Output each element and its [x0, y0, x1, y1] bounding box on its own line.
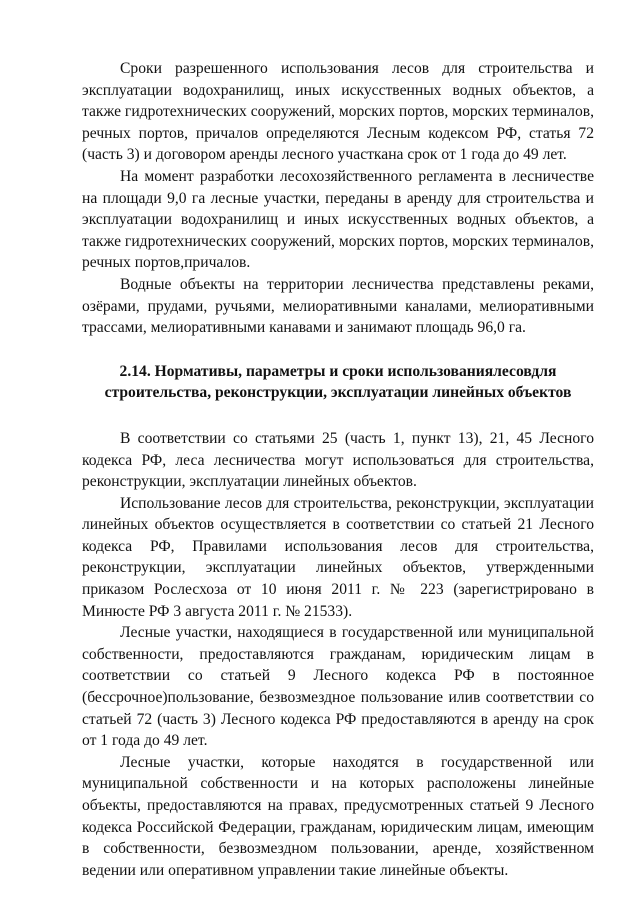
paragraph-leased-plots: На момент разработки лесохозяйственного регламента в лесничестве на площади 9,0 га лесные участки, переданы в аренду для строительства и эксплуатации водохранилищ и иных искусственных водных объектов, а также гидротехнических сооружений, морских портов, морских терминалов, речных портов,причалов.: [82, 167, 594, 272]
document-page: [82, 58, 594, 881]
paragraph-reservoir-terms: Сроки разрешенного использования лесов для строительства и эксплуатации водохранилищ, иных искусственных водных объектов, а также гидротехнических сооружений, морских портов, морских терминалов, речных портов, причалов определяются Лесным кодексом РФ, статья 72 (часть 3) и договором аренды лесного участкана срок от 1 года до 49 лет.: [82, 60, 594, 164]
section-heading-line-2: строительства, реконструкции, эксплуатации линейных объектов: [104, 384, 572, 402]
section-heading-line-1: 2.14. Нормативы, параметры и сроки использованиялесовдля: [119, 362, 557, 380]
section-heading: [82, 361, 594, 404]
paragraph-usage-rules: Использование лесов для строительства, реконструкции, эксплуатации линейных объектов осуществляется в соответствии со статьей 21 Лесного кодекса РФ, Правилами использования лесов для строительства, реконструкции, эксплуатации линейных объектов, утвержденными приказом Рослесхоза от 10 июня 2011 г. № 223 (зарегистрировано в Минюсте РФ 3 августа 2011 г. № 21533).: [82, 494, 594, 620]
paragraph-legal-basis: В соответствии со статьями 25 (часть 1, пункт 13), 21, 45 Лесного кодекса РФ, леса лесничества могут использоваться для строительства, реконструкции, эксплуатации линейных объектов.: [82, 429, 594, 491]
paragraph-linear-objects-rights: Лесные участки, которые находятся в государственной или муниципальной собственности и на которых расположены линейные объекты, предоставляются на правах, предусмотренных статьей 9 Лесного кодекса Российской Федерации, гражданам, юридическим лицам, имеющим в собственности, безвозмездном пользовании, аренде, хозяйственном ведении или оперативном управлении такие линейные объекты.: [82, 753, 594, 879]
paragraph-provision-terms: Лесные участки, находящиеся в государственной или муниципальной собственности, предоставляются гражданам, юридическим лицам в соответствии со статьей 9 Лесного кодекса РФ в постоянное (бессрочное)пользование, безвозмездное пользование илив соответствии со статьей 72 (часть 3) Лесного кодекса РФ предоставляются в аренду на срок от 1 года до 49 лет.: [82, 624, 594, 750]
paragraph-water-objects: Водные объекты на территории лесничества представлены реками, озёрами, прудами, ручьями, мелиоративными каналами, мелиоративными трассами, мелиоративными канавами и занимают площадь 96,0 га.: [82, 275, 594, 337]
